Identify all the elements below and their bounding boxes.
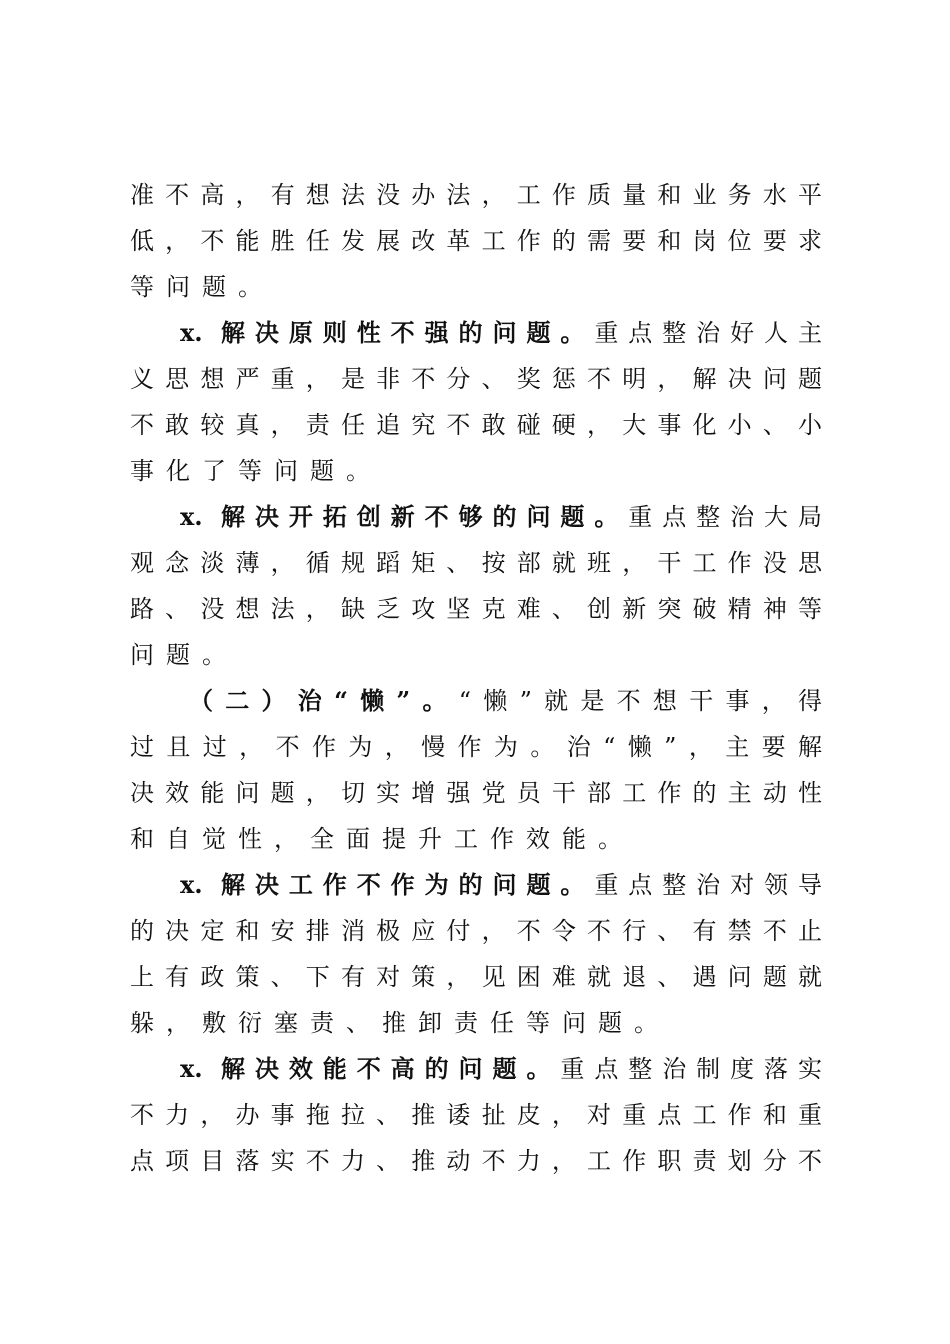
- text-run: 不力，办事拖拉、推诿扯皮，对重点工作和重: [130, 1101, 822, 1129]
- text-line: [130, 916, 822, 946]
- text-run: 上有政策、下有对策，见困难就退、遇问题就: [130, 963, 822, 991]
- text-run: 问题。: [130, 641, 238, 669]
- text-run: 重点整治对领导: [594, 871, 822, 899]
- text-run: 观念淡薄，循规蹈矩、按部就班，干工作没思: [130, 549, 822, 577]
- text-run: 等问题。: [130, 273, 274, 301]
- text-run: 重点整治制度落实: [560, 1055, 822, 1083]
- paragraph-heading-line: [180, 502, 822, 532]
- text-run: 义思想严重，是非不分、奖惩不明，解决问题: [130, 365, 822, 393]
- text-line: [130, 1100, 822, 1130]
- text-run: 重点整治好人主: [594, 319, 822, 347]
- section-heading: （二）治“懒”。: [189, 686, 459, 715]
- text-line: [130, 548, 822, 578]
- text-run: 躲，敷衍塞责、推卸责任等问题。: [130, 1009, 670, 1037]
- text-line: [130, 778, 822, 808]
- text-run: 的决定和安排消极应付，不令不行、有禁不止: [130, 917, 822, 945]
- paragraph-heading-line: [180, 870, 822, 900]
- text-line: [130, 180, 822, 210]
- bold-heading: x. 解决开拓创新不够的问题。: [180, 502, 629, 531]
- text-run: 点项目落实不力、推动不力，工作职责划分不: [130, 1147, 822, 1175]
- text-run: 路、没想法，缺乏攻坚克难、创新突破精神等: [130, 595, 822, 623]
- text-run: 决效能问题，切实增强党员干部工作的主动性: [130, 779, 822, 807]
- text-line: [130, 732, 822, 762]
- text-run: 事化了等问题。: [130, 457, 382, 485]
- paragraph-heading-line: [180, 318, 822, 348]
- text-line: [130, 364, 822, 394]
- bold-heading: x. 解决效能不高的问题。: [180, 1054, 561, 1083]
- text-run: 低，不能胜任发展改革工作的需要和岗位要求: [130, 227, 822, 255]
- text-line: [130, 594, 822, 624]
- text-line: [130, 226, 822, 256]
- text-line: [130, 456, 822, 486]
- text-run: 过且过，不作为，慢作为。治“懒”，主要解: [130, 733, 822, 761]
- text-line: [130, 640, 822, 670]
- text-line: [130, 410, 822, 440]
- text-run: 重点整治大局: [628, 503, 822, 531]
- text-line: [130, 1146, 822, 1176]
- text-line: [130, 962, 822, 992]
- text-line: [130, 272, 822, 302]
- text-line: [130, 1008, 822, 1038]
- bold-heading: x. 解决原则性不强的问题。: [180, 318, 595, 347]
- text-run: “懒”就是不想干事，得: [458, 687, 822, 715]
- paragraph-heading-line: [180, 1054, 822, 1084]
- bold-heading: x. 解决工作不作为的问题。: [180, 870, 595, 899]
- section-heading-line: [189, 686, 822, 716]
- text-run: 和自觉性，全面提升工作效能。: [130, 825, 634, 853]
- text-run: 不敢较真，责任追究不敢碰硬，大事化小、小: [130, 411, 822, 439]
- text-run: 准不高，有想法没办法，工作质量和业务水平: [130, 181, 822, 209]
- text-line: [130, 824, 822, 854]
